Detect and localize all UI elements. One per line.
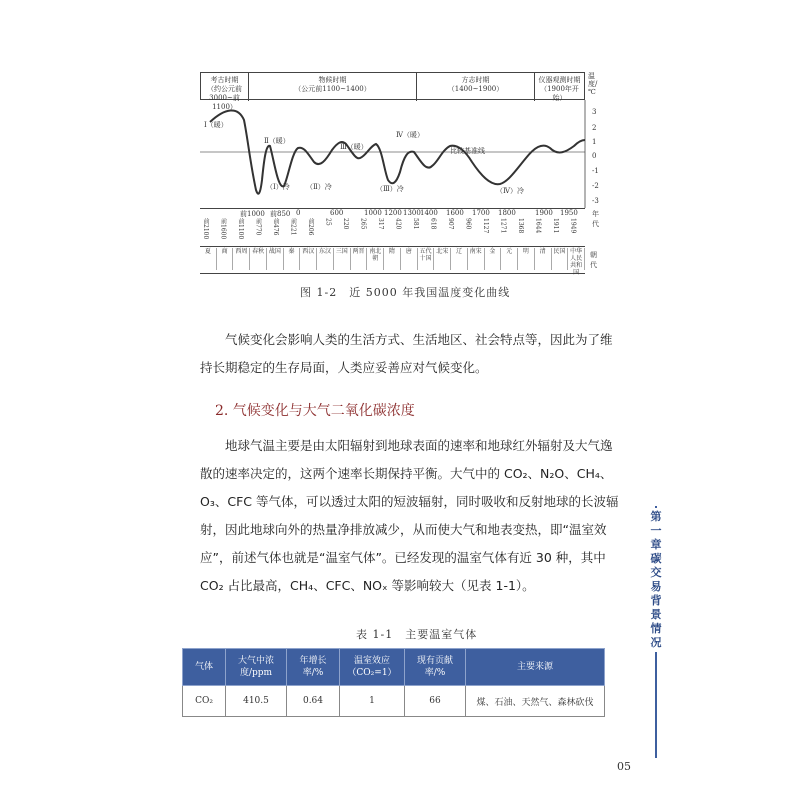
dynasty-label: 中华人民共和国 (568, 248, 585, 270)
y-axis-title: 温度/℃ (588, 72, 598, 96)
vertical-year-label: 1911 (552, 218, 559, 234)
vertical-year-label: 前1600 (219, 218, 227, 240)
vertical-year-label: 前476 (272, 218, 279, 236)
header-period-local-records: 方志时期 （1400~1900） (417, 73, 535, 101)
dynasty-label: 元 (501, 248, 518, 270)
period-label-3-cold: （Ⅲ）冷 (376, 185, 404, 193)
period-label-4-warm: Ⅳ（暖） (396, 131, 424, 139)
vertical-year-label: 1127 (482, 218, 489, 234)
vertical-year-label: 907 (447, 218, 454, 230)
dynasty-label: 明 (518, 248, 535, 270)
vertical-year-label: 1271 (499, 218, 507, 234)
header-contribution: 现有贡献率/% (405, 649, 466, 686)
period-label-1-cold: （Ⅰ）冷 (266, 183, 290, 191)
figure-header-row (200, 72, 585, 111)
vertical-year-label: 1644 (534, 218, 542, 234)
vertical-year-label: 1368 (517, 218, 524, 234)
x-tick: 1700 (472, 209, 490, 217)
table-row (183, 686, 605, 717)
table-header-row (183, 649, 605, 686)
dynasty-labels (200, 248, 585, 276)
x-tick: 前850 (270, 210, 291, 218)
dynasty-label: 三国 (334, 248, 351, 270)
x-tick: 1900 (535, 209, 553, 217)
dynasty-label: 西周 (233, 248, 250, 270)
dynasty-label: 辽 (451, 248, 468, 270)
table-caption: 表 1-1 主要温室气体 (356, 628, 478, 641)
x-tick: 1200 (384, 209, 402, 217)
vertical-year-label: 581 (412, 218, 419, 230)
section-heading: 2. 气候变化与大气二氧化碳浓度 (215, 403, 415, 419)
dynasty-label: 北宋 (434, 248, 451, 270)
dynasty-label: 商 (217, 248, 234, 270)
header-main-source: 主要来源 (466, 649, 605, 686)
vertical-year-label: 前1100 (237, 218, 244, 240)
cell-greenhouse-effect: 1 (340, 686, 405, 717)
vertical-year-label: 317 (377, 218, 384, 230)
dynasty-label: 五代十国 (418, 248, 435, 270)
x-tick: 1000 (364, 209, 382, 217)
dynasty-label: 两晋 (351, 248, 368, 270)
cell-growth-rate: 0.64 (287, 686, 340, 717)
vertical-year-label: 前2100 (202, 218, 209, 240)
x-tick: 前1000 (240, 210, 265, 218)
y-tick: 0 (592, 152, 597, 160)
cell-concentration: 410.5 (226, 686, 287, 717)
header-period-instrument: 仪器观测时期 （1900年开始） (538, 76, 581, 102)
vertical-year-label: 960 (464, 218, 472, 230)
vertical-year-label: 618 (429, 218, 437, 230)
vertical-year-label: 1949 (569, 218, 577, 234)
dynasty-label: 隋 (384, 248, 401, 270)
x-tick: 1950 (560, 209, 578, 217)
vertical-year-labels (200, 218, 585, 246)
header-gas: 气体 (183, 649, 226, 686)
dynasty-label: 战国 (267, 248, 284, 270)
x-axis-title: 年代 (592, 210, 599, 228)
dynasty-label: 西汉 (300, 248, 317, 270)
x-tick: 1400 (420, 209, 438, 217)
dynasty-label: 清 (535, 248, 552, 270)
cell-gas: CO₂ (183, 686, 226, 717)
vertical-year-label: 前206 (307, 218, 314, 236)
dynasty-axis-title: 朝代 (590, 251, 597, 269)
y-tick: -1 (592, 167, 599, 175)
header-period-phenology: 物候时期 （公元前1100~1400） (249, 73, 417, 101)
dynasty-label: 南北朝 (367, 248, 384, 270)
header-growth-rate: 年增长率/% (287, 649, 340, 686)
y-tick: -2 (592, 182, 599, 190)
y-tick: 2 (592, 124, 597, 132)
period-label-2-warm: Ⅱ（暖） (264, 137, 290, 145)
header-period-archaeology: 考古时期 （约公元前3000~前1100） (201, 73, 249, 101)
baseline-label: 比较基准线 (450, 147, 485, 155)
dynasty-label: 民国 (552, 248, 569, 270)
vertical-year-label: 265 (359, 218, 367, 230)
vertical-year-label: 前770 (254, 218, 262, 236)
header-greenhouse-effect: 温室效应（CO₂=1） (340, 649, 405, 686)
dynasty-label: 春秋 (250, 248, 267, 270)
vertical-year-label: 220 (342, 218, 349, 230)
x-tick: 0 (296, 209, 301, 217)
dynasty-label: 唐 (401, 248, 418, 270)
period-label-3-warm: Ⅲ（暖） (340, 143, 368, 151)
dynasty-label: 东汉 (317, 248, 334, 270)
x-tick: 1300 (403, 209, 421, 217)
dynasty-label: 南宋 (468, 248, 485, 270)
x-tick: 1600 (446, 209, 464, 217)
y-tick: -3 (592, 197, 599, 205)
x-tick: 1800 (498, 209, 516, 217)
cell-contribution: 66 (405, 686, 466, 717)
vertical-year-label: 25 (324, 218, 332, 226)
y-tick: 1 (592, 138, 597, 146)
period-label-4-cold: （Ⅳ）冷 (496, 187, 524, 195)
period-label-2-cold: （Ⅱ）冷 (306, 183, 332, 191)
x-tick: 600 (330, 209, 344, 217)
period-label-1-warm: Ⅰ（暖） (204, 121, 228, 129)
figure-caption: 图 1-2 近 5000 年我国温度变化曲线 (300, 286, 511, 299)
dynasty-label: 夏 (200, 248, 217, 270)
header-concentration: 大气中浓度/ppm (226, 649, 287, 686)
vertical-year-label: 前221 (289, 218, 297, 236)
vertical-year-label: 420 (394, 218, 402, 230)
paragraph-greenhouse: 地球气温主要是由太阳辐射到地球表面的速率和地球红外辐射及大气逸散的速率决定的，这两个速率长期保持平衡。大气中的 CO₂、N₂O、CH₄、O₃、CFC 等气体，可以透过太阳的短波辐射，同时吸收和反射地球的长波辐射，因此地球向外的热量净排放减少，从而使大气和地表变热，即“温室效应”，前述气体也就是“温室气体”。已经发现的温室气体有近 30 种，其中 CO₂ 占比最高，CH₄、CFC、NOₓ 等影响较大（见表 1-1）。 (200, 438, 619, 593)
dynasty-label: 秦 (284, 248, 301, 270)
cell-main-source: 煤、石油、天然气、森林砍伐 (466, 686, 605, 717)
dynasty-label: 金 (485, 248, 502, 270)
y-tick: 3 (592, 108, 597, 116)
side-tab-label: 第一章 碳交易背景情况 (648, 508, 664, 652)
temperature-figure (200, 72, 599, 276)
page-number: 05 (617, 760, 631, 773)
greenhouse-gas-table (182, 648, 605, 717)
paragraph-climate-impact: 气候变化会影响人类的生活方式、生活地区、社会特点等，因此为了维持长期稳定的生存局面，人类应妥善应对气候变化。 (200, 332, 613, 375)
